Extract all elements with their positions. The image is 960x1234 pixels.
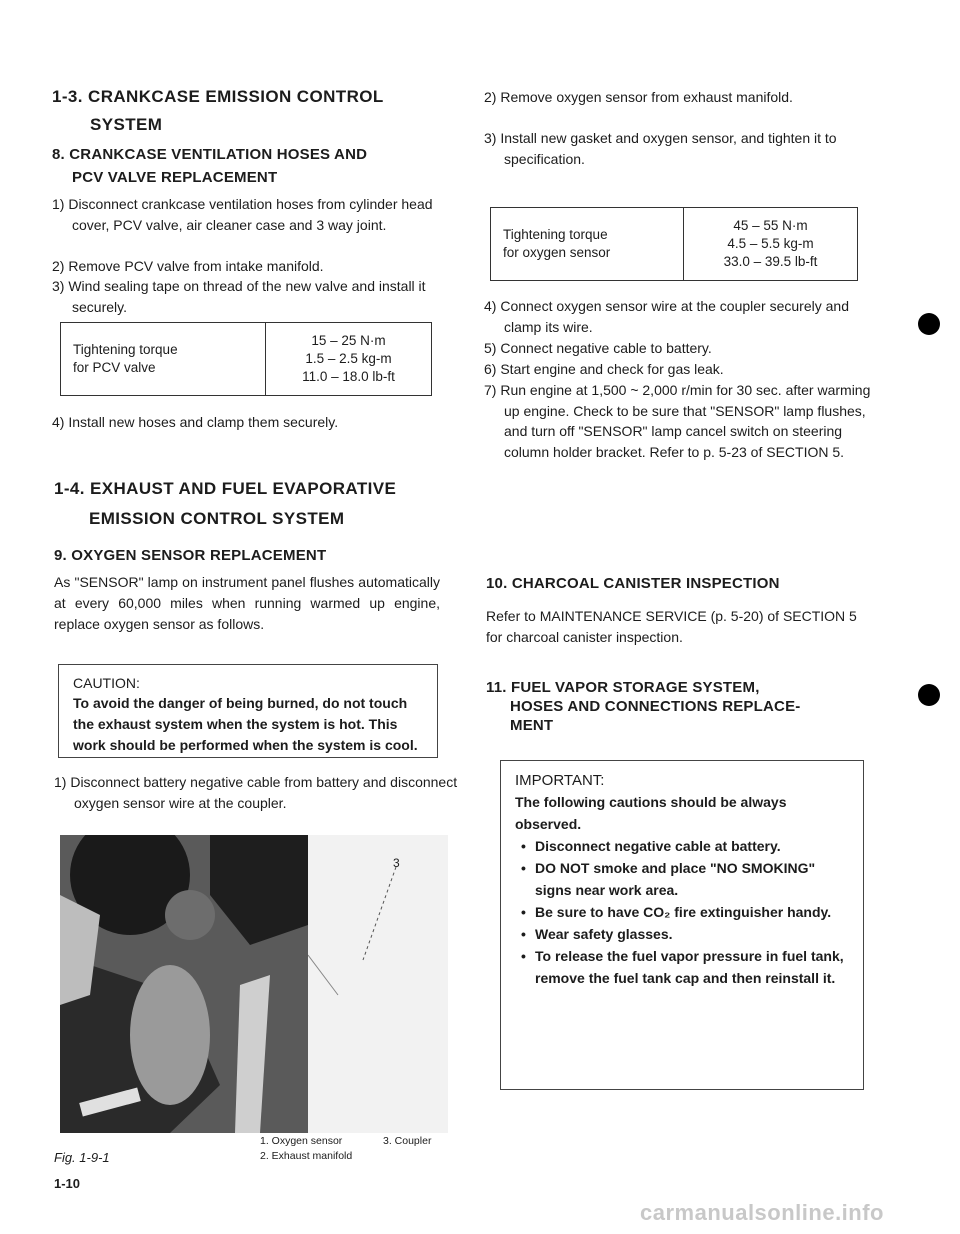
s8-step-1: 1) Disconnect crankcase ventilation hoses from cylinder head cover, PCV valve, air cleaner case and 3 way joint. — [52, 196, 433, 233]
caution-title: CAUTION: — [73, 675, 140, 691]
important-line-2: observed. — [515, 816, 582, 832]
figure-legend: 1. Oxygen sensor 2. Exhaust manifold — [260, 1135, 353, 1162]
section-8-title: 8. CRANKCASE VENTILATION HOSES AND PCV VALVE REPLACEMENT — [52, 146, 368, 186]
figure-legend-3: 3. Coupler — [383, 1135, 432, 1147]
binding-hole-mark — [918, 313, 940, 335]
important-bullet-4: • Wear safety glasses. — [515, 923, 849, 945]
oxygen-torque-table — [490, 207, 858, 281]
important-line-1: The following cautions should be always — [515, 794, 787, 810]
figure-caption: Fig. 1-9-1 — [54, 1150, 110, 1165]
coupler-callout-line — [308, 835, 448, 1133]
oxygen-torque-label: Tightening torque for oxygen sensor — [491, 208, 684, 281]
s9-step-5: 5) Connect negative cable to battery. — [484, 340, 712, 356]
s9-intro: As "SENSOR" lamp on instrument panel flushes automatically at every 60,000 miles when running warmed up engine, replace oxygen sensor as follows. — [54, 574, 440, 632]
engine-photo-graphic — [60, 835, 308, 1133]
s10-text: Refer to MAINTENANCE SERVICE (p. 5-20) of SECTION 5 for charcoal canister inspection. — [486, 608, 857, 645]
important-bullet-1: • Disconnect negative cable at battery. — [515, 835, 849, 857]
important-box — [500, 760, 864, 1090]
s9-step-1: 1) Disconnect battery negative cable from battery and disconnect oxygen sensor wire at the coupler. — [54, 774, 458, 811]
s9-step-7: 7) Run engine at 1,500 ~ 2,000 r/min for 30 sec. after warming up engine. Check to be sure that "SENSOR" lamp flushes, and turn off "SENSOR" lamp cancel switch on steering column holder bracket. Refer to p. 5-23 of SECTION 5. — [484, 382, 871, 460]
section-1-3-title: 1-3. CRANKCASE EMISSION CONTROL SYSTEM — [52, 87, 384, 134]
watermark: carmanualsonline.info — [640, 1200, 884, 1225]
pcv-torque-label: Tightening torque for PCV valve — [61, 323, 266, 396]
caution-text: To avoid the danger of being burned, do not touch the exhaust system when the system is hot. This work should be performed when the system is cool. — [73, 695, 418, 753]
s8-step-2: 2) Remove PCV valve from intake manifold. — [52, 258, 324, 274]
pcv-torque-table — [60, 322, 432, 396]
s9-step-6: 6) Start engine and check for gas leak. — [484, 361, 724, 377]
s8-step-3: 3) Wind sealing tape on thread of the new valve and install it securely. — [52, 278, 426, 315]
photo-right-area — [308, 835, 448, 1133]
oxygen-sensor-photo — [60, 835, 308, 1133]
important-bullet-2: • DO NOT smoke and place "NO SMOKING" signs near work area. — [515, 857, 849, 901]
section-9-title: 9. OXYGEN SENSOR REPLACEMENT — [54, 547, 327, 564]
s9-step-3: 3) Install new gasket and oxygen sensor, and tighten it to specification. — [484, 130, 837, 167]
binding-hole-mark — [918, 684, 940, 706]
s9-step-2: 2) Remove oxygen sensor from exhaust manifold. — [484, 89, 793, 105]
caution-box — [58, 664, 438, 758]
section-1-4-title: 1-4. EXHAUST AND FUEL EVAPORATIVE EMISSION CONTROL SYSTEM — [54, 479, 397, 528]
callout-number-3: 3 — [393, 856, 400, 870]
page-number: 1-10 — [54, 1176, 81, 1191]
section-11-title: 11. FUEL VAPOR STORAGE SYSTEM, HOSES AND CONNECTIONS REPLACE- MENT — [486, 679, 801, 734]
oxygen-torque-values: 45 – 55 N·m 4.5 – 5.5 kg-m 33.0 – 39.5 lb-ft — [684, 208, 858, 281]
s8-step-4: 4) Install new hoses and clamp them securely. — [52, 414, 339, 430]
important-bullet-5: • To release the fuel vapor pressure in fuel tank, remove the fuel tank cap and then reinstall it. — [515, 945, 849, 989]
section-10-title: 10. CHARCOAL CANISTER INSPECTION — [486, 575, 780, 592]
pcv-torque-values: 15 – 25 N·m 1.5 – 2.5 kg-m 11.0 – 18.0 lb-ft — [266, 323, 432, 396]
s9-step-4: 4) Connect oxygen sensor wire at the coupler securely and clamp its wire. — [484, 298, 849, 335]
important-bullet-3: • Be sure to have CO₂ fire extinguisher handy. — [515, 901, 849, 923]
important-title: IMPORTANT: — [515, 772, 605, 789]
